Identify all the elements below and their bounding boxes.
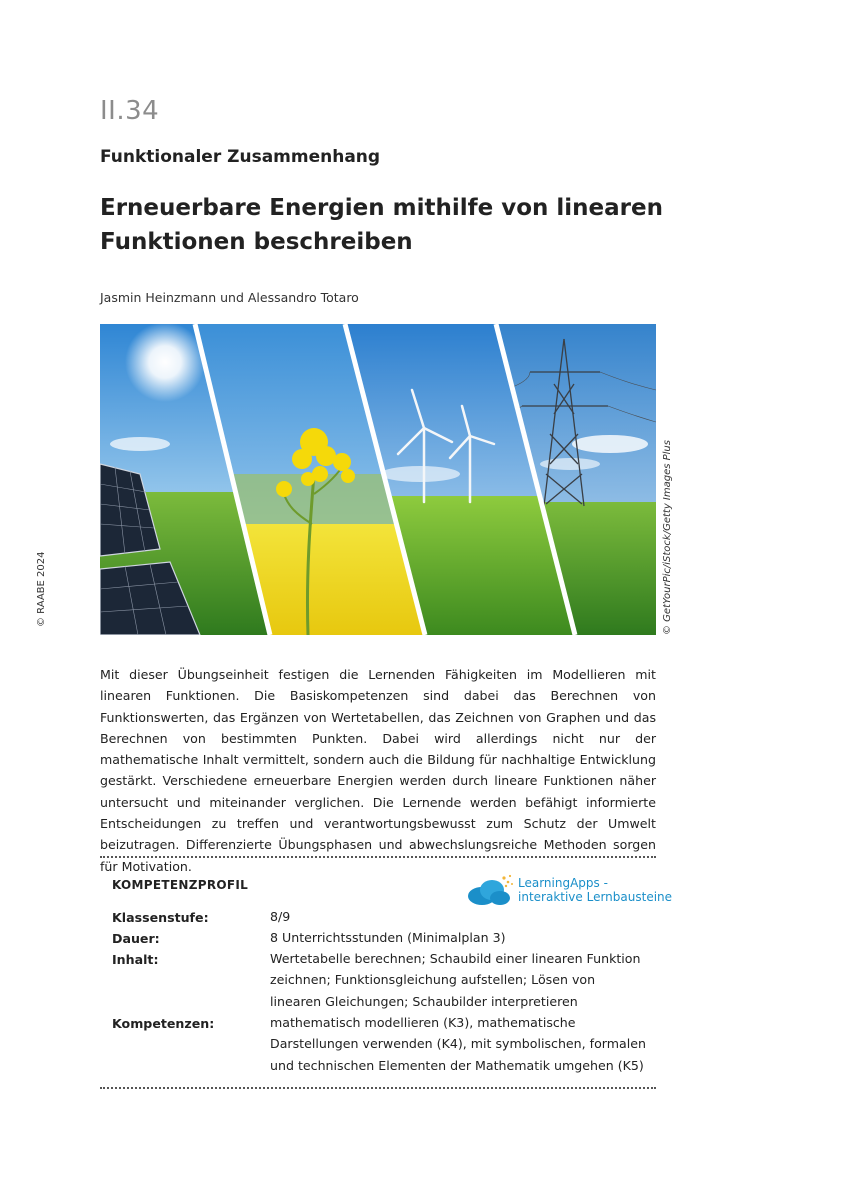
page-title [100,191,700,259]
intro-paragraph: Mit dieser Übungseinheit festigen die Lernenden Fähigkeiten im Modellieren mit linearen Funktionen. Die Basiskompetenzen sind dabei das Berechnen von Funktionswerten, das Ergänzen von Wertetabellen, das Zeichnen von Graphen und das Berechnen von bestimmten Punkten. Dabei wird allerdings nicht nur der mathematische Inhalt vermittelt, sondern auch die Bildung für nachhaltige Entwicklung gestärkt. Verschiedene erneuerbare Energien werden durch lineare Funktionen näher untersucht und miteinander verglichen. Die Lernende werden befähigt informierte Entscheidungen zu treffen und verantwortungsbewusst zum Schutz der Umwelt beizutragen. Differenzierte Übungsphasen und abwechslungsreiche Methoden sorgen für Motivation. [100,667,656,874]
value-dauer: 8 Unterrichtsstunden (Minimalplan 3) [270,930,506,945]
learningapps-label-line-2: interaktive Lernbausteine [518,890,673,904]
label-dauer: Dauer: [112,931,160,946]
learningapps-label [518,876,672,904]
title-line-1: Erneuerbare Energien mithilfe von linearen [100,195,663,221]
cloud-icon [466,872,514,908]
authors: Jasmin Heinzmann und Alessandro Totaro [100,290,359,305]
topic-kicker: Funktionaler Zusammenhang [100,147,381,167]
label-klassenstufe: Klassenstufe: [112,910,209,925]
profile-heading: KOMPETENZPROFIL [112,878,249,892]
label-inhalt: Inhalt: [112,952,159,967]
copyright-notice: © RAABE 2024 [36,551,47,627]
value-klassenstufe: 8/9 [270,909,291,924]
image-credit: © GetYourPic/iStock/Getty Images Plus [662,440,673,635]
renewable-energy-collage-image [100,324,656,635]
value-kompetenzen: mathematisch modellieren (K3), mathematische Darstellungen verwenden (K4), mit symbolischen, formalen und technischen Elementen der Mathematik umgehen (K5) [270,1015,646,1073]
learningapps-label-line-1: LearningApps - [518,876,608,890]
title-line-2: Funktionen beschreiben [100,229,413,255]
learningapps-logo[interactable] [466,872,672,908]
value-inhalt: Wertetabelle berechnen; Schaubild einer linearen Funktion zeichnen; Funktionsgleichung aufstellen; Lösen von linearen Gleichungen; Schaubilder interpretieren [270,951,641,1009]
bottom-divider [100,1087,656,1089]
chapter-number: II.34 [100,96,160,126]
top-divider [100,856,656,858]
label-kompetenzen: Kompetenzen: [112,1016,215,1031]
